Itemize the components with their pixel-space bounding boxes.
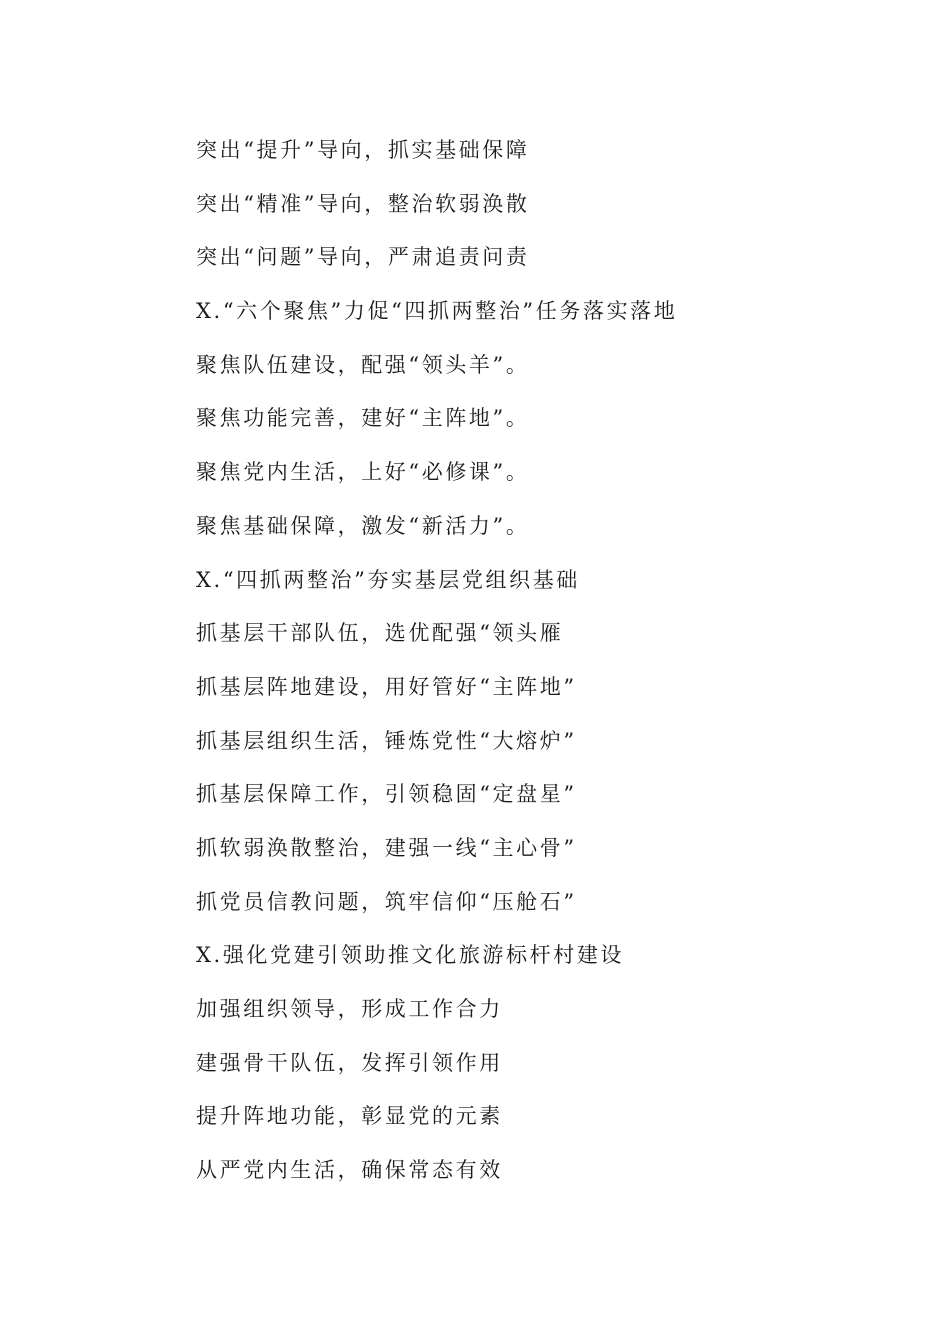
text-line: 突出“精准”导向，整治软弱涣散 (196, 191, 530, 216)
text-line: 聚焦党内生活，上好“必修课”。 (196, 460, 530, 485)
text-line: 加强组织领导，形成工作合力 (196, 997, 503, 1021)
text-line: 抓基层阵地建设，用好管好“主阵地” (196, 674, 577, 699)
text-line: 聚焦功能完善，建好“主阵地”。 (196, 406, 530, 431)
text-line: 抓基层干部队伍，选优配强“领头雁 (196, 621, 564, 646)
text-line: 聚焦基础保障，激发“新活力”。 (196, 513, 530, 538)
text-line: 突出“提升”导向，抓实基础保障 (196, 138, 530, 162)
section-heading: X.“六个聚焦”力促“四抓两整治”任务落实落地 (196, 299, 678, 324)
text-line: 突出“问题”导向，严肃追责问责 (196, 245, 530, 270)
text-line: 聚焦队伍建设，配强“领头羊”。 (196, 352, 530, 377)
text-line: 提升阵地功能，彰显党的元素 (196, 1104, 503, 1129)
text-line: 抓基层组织生活，锤炼党性“大熔炉” (196, 728, 577, 753)
text-line: 抓党员信教问题，筑牢信仰“压舱石” (196, 889, 577, 914)
document-body (196, 131, 677, 1205)
section-heading: X.强化党建引领助推文化旅游标杆村建设 (196, 943, 625, 968)
text-line: 建强骨干队伍，发挥引领作用 (196, 1050, 503, 1075)
text-line: 抓软弱涣散整治，建强一线“主心骨” (196, 835, 577, 860)
text-line: 从严党内生活，确保常态有效 (196, 1158, 503, 1183)
text-line: 抓基层保障工作，引领稳固“定盘星” (196, 782, 577, 807)
section-heading: X.“四抓两整治”夯实基层党组织基础 (196, 567, 580, 592)
